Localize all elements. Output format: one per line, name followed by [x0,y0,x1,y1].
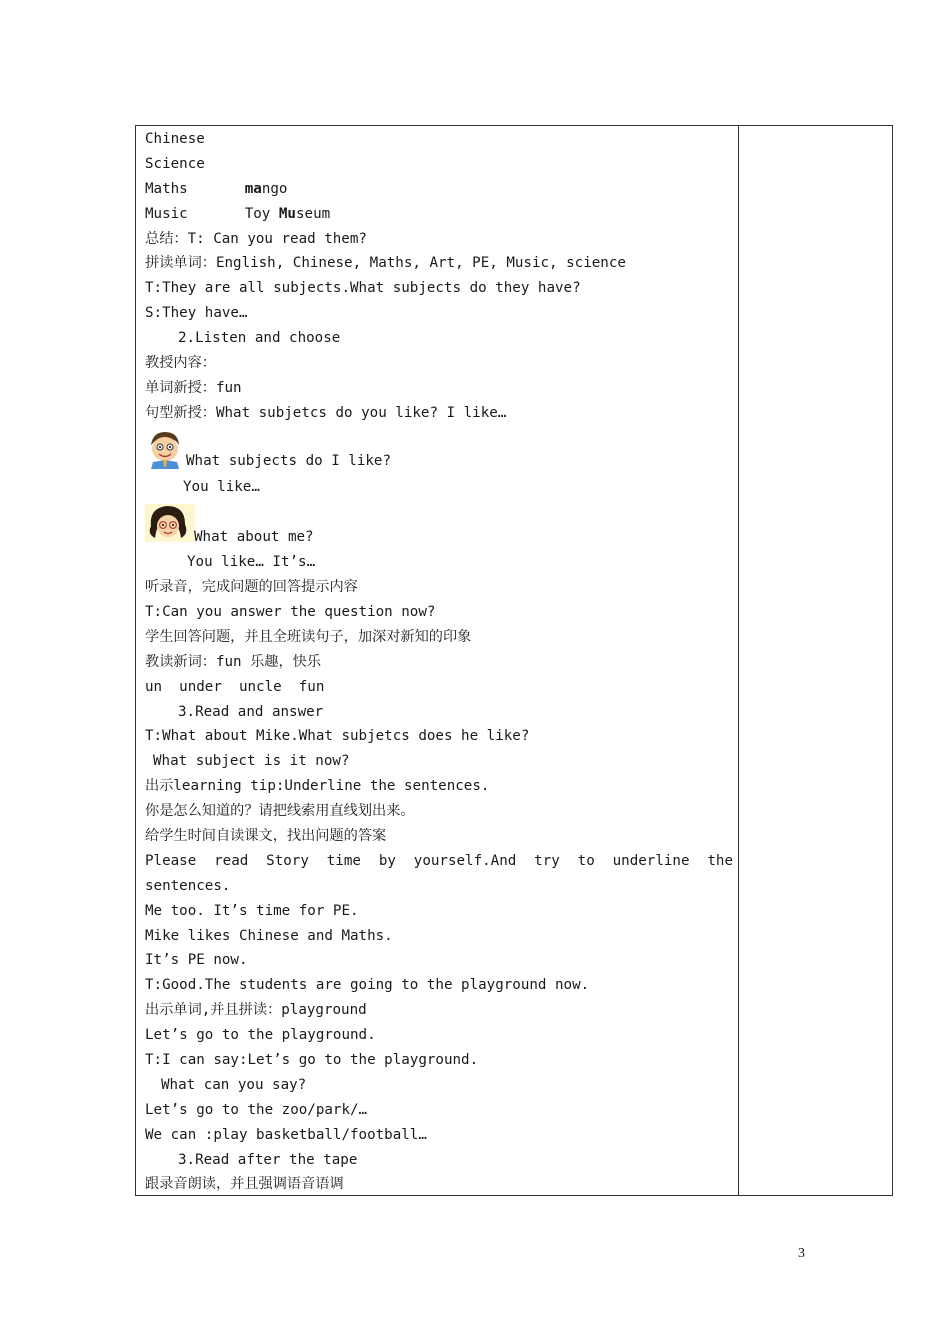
text-line: 教授内容： [145,355,216,372]
text-line: T:What about Mike.What subjetcs does he like? [145,728,530,745]
dialogue-line: You like… [183,479,260,496]
dialogue-line: You like… It’s… [187,554,316,571]
text-line: What subject is it now? [153,753,350,770]
text-line: Let’s go to the zoo/park/… [145,1101,368,1118]
word: try [534,852,560,869]
text-line [145,202,733,227]
text-line [145,177,733,202]
text-line: 跟录音朗读，并且强调语音语调 [145,1176,344,1193]
word: Music [145,205,188,222]
text-line: T:They are all subjects.What subjects do they have? [145,280,581,297]
text-line: 总结：T: Can you read them? [145,230,367,247]
text-line: 学生回答问题，并且全班读句子，加深对新知的印象 [145,628,472,645]
text-line: 单词新授：fun [145,379,242,396]
text-line: 拼读单词：English, Chinese, Maths, Art, PE, Music, science [145,255,626,272]
text-line: 你是怎么知道的？请把线索用直线划出来。 [145,803,415,820]
lesson-table [135,125,893,1196]
content-column [145,127,733,1197]
word: Please [145,852,197,869]
girl-dialogue-row [145,500,733,550]
word-rest: ngo [261,180,288,197]
word: the [707,852,733,869]
text-line: Mike likes Chinese and Maths. [145,927,393,944]
section-heading: 3.Read and answer [178,703,324,720]
boy-dialogue-row [145,426,733,476]
text-line: Chinese [145,131,205,147]
text-line: 出示单词,并且拼读：playground [145,1002,367,1019]
word: Story [266,852,309,869]
word: read [214,852,249,869]
girl-avatar-icon [145,504,195,542]
text-line: 教读新词：fun 乐趣，快乐 [145,653,322,670]
text-line: What can you say? [161,1076,307,1093]
word: Maths [145,180,188,197]
text-line: 给学生时间自读课文，找出问题的答案 [145,827,387,844]
text-line: sentences. [145,877,231,894]
text-line: T:Can you answer the question now? [145,603,436,620]
word: time [326,852,361,869]
boy-avatar-icon [145,429,185,469]
word-bold-part: ma [244,180,262,197]
text-line: 出示learning tip:Underline the sentences. [145,778,490,795]
section-heading: 2.Listen and choose [178,330,341,347]
section-heading: 3.Read after the tape [178,1151,358,1168]
text-line: 句型新授：What subjetcs do you like? I like… [145,404,507,421]
text-line: 听录音，完成问题的回答提示内容 [145,579,358,596]
word: Toy [244,205,279,222]
column-divider [738,126,739,1195]
justified-line [145,849,733,874]
dialogue-line: What about me? [194,529,314,546]
word: to [577,852,595,869]
text-line: T:I can say:Let’s go to the playground. [145,1051,479,1068]
text-line: T:Good.The students are going to the playground now. [145,977,590,994]
word: by [378,852,396,869]
text-line: Science [145,155,205,172]
word: underline [612,852,690,869]
text-line: un under uncle fun [145,678,325,695]
text-line: Me too. It’s time for PE. [145,902,359,919]
text-line: We can :play basketball/football… [145,1126,427,1143]
text-line: S:They have… [145,305,248,322]
word-bold-part: Mu [278,205,296,222]
text-line: Let’s go to the playground. [145,1027,376,1044]
page-number: 3 [798,1246,805,1261]
text-line: It’s PE now. [145,952,248,969]
word-rest: seum [295,205,331,222]
word: yourself.And [413,852,517,869]
dialogue-line: What subjects do I like? [186,452,391,469]
